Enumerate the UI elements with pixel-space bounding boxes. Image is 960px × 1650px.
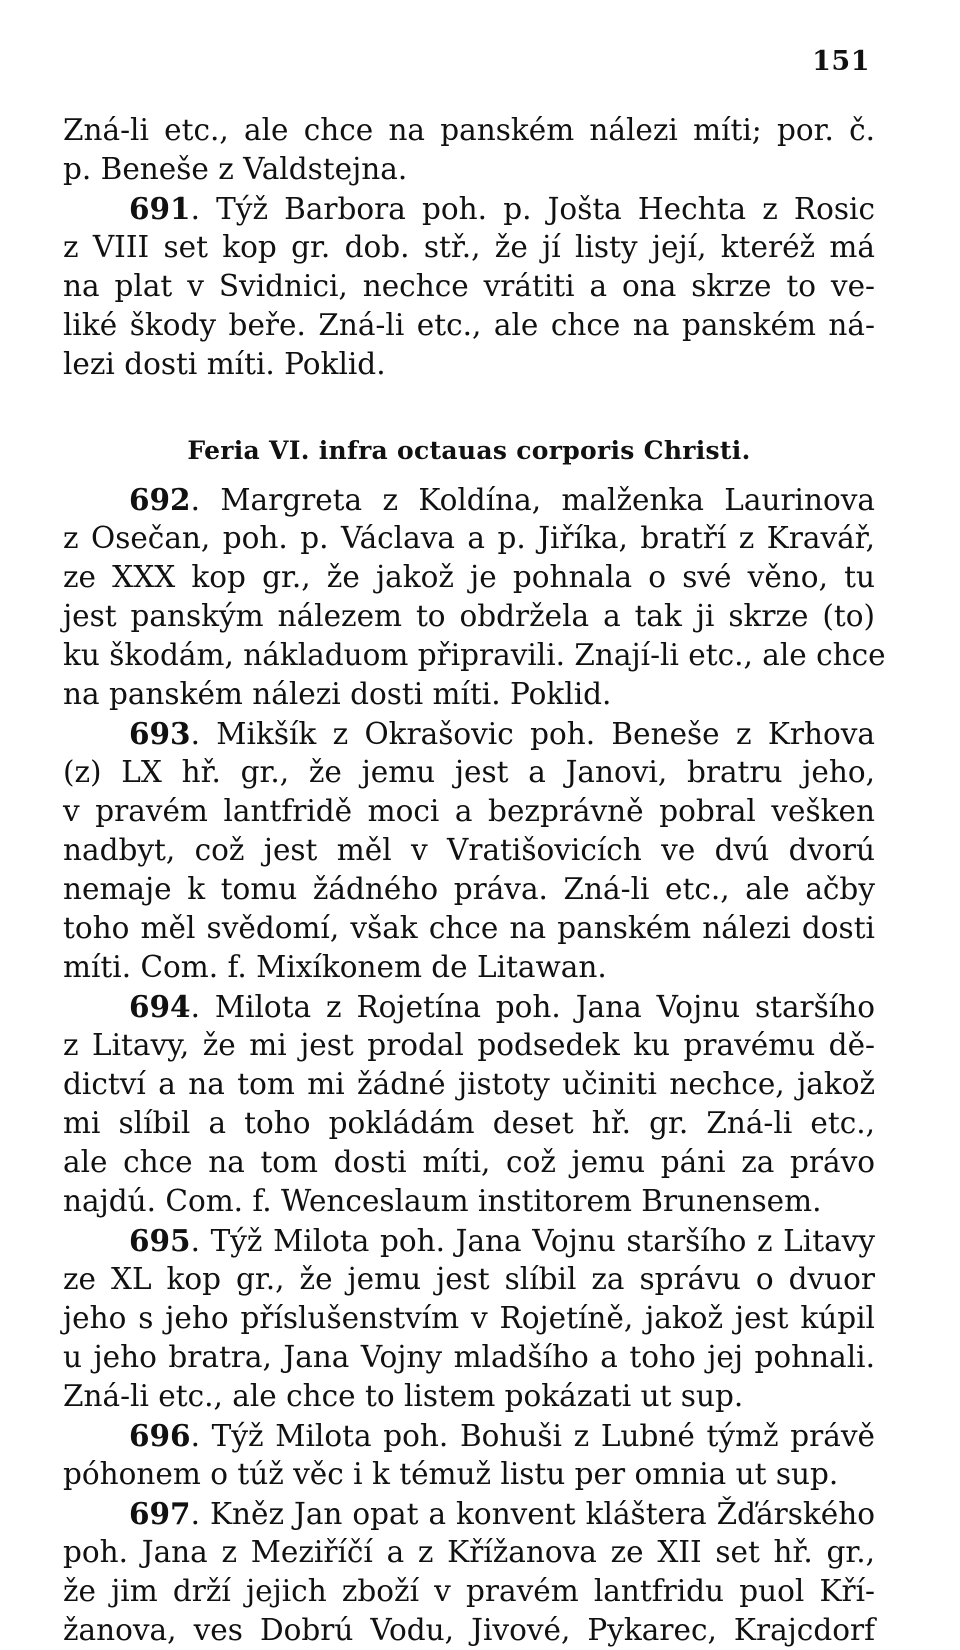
- text-line: jest panským nálezem to obdržela a tak ji skrze (to): [63, 599, 875, 633]
- text-line: [63, 1221, 875, 1260]
- text-line: ze XL kop gr., že jemu jest slíbil za správu o dvuor: [63, 1262, 875, 1296]
- text-line: toho měl svědomí, však chce na panském nálezi dosti: [63, 911, 875, 945]
- section-heading: Feria VI. infra octauas corporis Christi.: [187, 436, 751, 465]
- entry-693: [63, 714, 875, 987]
- text-line: na plat v Svidnici, nechce vrátiti a ona skrze to ve-: [63, 269, 875, 303]
- entry-697: [63, 1494, 875, 1650]
- page-number: 151: [812, 46, 870, 77]
- entry-number: 693: [129, 716, 191, 751]
- text-line: lezi dosti míti. Poklid.: [63, 347, 386, 381]
- entry-695: [63, 1221, 875, 1416]
- entry-number: 694: [129, 989, 191, 1024]
- entry-number: 696: [129, 1418, 191, 1453]
- entry-number: 697: [129, 1496, 191, 1531]
- text-line: žanova, ves Dobrú Vodu, Jivové, Pykarec, Krajcdorf: [63, 1613, 875, 1647]
- text-line: míti. Com. f. Mixíkonem de Litawan.: [63, 950, 607, 984]
- entry-691: [63, 189, 875, 384]
- entry-text: . Kněz Jan opat a konvent kláštera Žďárského: [190, 1497, 875, 1531]
- text-line: jeho s jeho příslušenstvím v Rojetíně, jakož jest kúpil: [63, 1301, 875, 1335]
- text-line: z VIII set kop gr. dob. stř., že jí listy její, kteréž má: [63, 230, 875, 264]
- text-line: póhonem o túž věc i k témuž listu per omnia ut sup.: [63, 1457, 839, 1491]
- text-line: [63, 480, 875, 519]
- text-line: mi slíbil a toho pokládám deset hř. gr. Zná-li etc.,: [63, 1106, 875, 1140]
- text-line: Zná-li etc., ale chce na panském nálezi míti; por. č.: [63, 113, 875, 147]
- text-line: u jeho bratra, Jana Vojny mladšího a toho jej pohnali.: [63, 1340, 875, 1374]
- entry-text: . Týž Milota poh. Jana Vojnu staršího z Litavy: [190, 1224, 875, 1258]
- entry-text: . Margreta z Koldína, malženka Laurinova: [190, 483, 875, 517]
- text-line: [63, 1416, 875, 1455]
- entry-text: . Týž Barbora poh. p. Jošta Hechta z Rosic: [190, 192, 875, 226]
- entry-number: 692: [129, 482, 191, 517]
- text-line: najdú. Com. f. Wenceslaum institorem Brunensem.: [63, 1184, 822, 1218]
- text-line: [63, 1494, 875, 1533]
- entry-692: [63, 480, 886, 714]
- entry-696: [63, 1416, 875, 1494]
- entry-text: . Mikšík z Okrašovic poh. Beneše z Krhova: [190, 717, 875, 751]
- text-line: dictví a na tom mi žádné jistoty učiniti nechce, jakož: [63, 1067, 875, 1101]
- text-line: nadbyt, což jest měl v Vratišovicích ve dvú dvorú: [63, 833, 875, 867]
- paragraph-intro: [63, 111, 875, 189]
- text-line: p. Beneše z Valdstejna.: [63, 152, 408, 186]
- text-line: liké škody beře. Zná-li etc., ale chce na panském ná-: [63, 308, 875, 342]
- entry-694: [63, 987, 875, 1221]
- page-text: [63, 111, 886, 1650]
- text-line: [63, 987, 875, 1026]
- entry-text: . Týž Milota poh. Bohuši z Lubné týmž právě: [190, 1419, 875, 1453]
- text-line: (z) LX hř. gr., že jemu jest a Janovi, bratru jeho,: [63, 755, 875, 789]
- text-line: že jim drží jejich zboží v pravém lantfridu puol Kří-: [63, 1574, 875, 1608]
- text-line: na panském nálezi dosti míti. Poklid.: [63, 677, 612, 711]
- text-line: ale chce na tom dosti míti, což jemu páni za právo: [63, 1145, 875, 1179]
- text-line: poh. Jana z Meziříčí a z Křížanova ze XII set hř. gr.,: [63, 1535, 875, 1569]
- entry-number: 695: [129, 1223, 191, 1258]
- text-line: [63, 189, 875, 228]
- text-line: v pravém lantfridě moci a bezprávně pobral vešken: [63, 794, 875, 828]
- entry-text: . Milota z Rojetína poh. Jana Vojnu staršího: [190, 990, 875, 1024]
- entry-number: 691: [129, 191, 191, 226]
- text-line: z Osečan, poh. p. Václava a p. Jiříka, bratří z Kravář,: [63, 521, 875, 555]
- text-line: ku škodám, nákladuom připravili. Znají-li etc., ale chce: [63, 638, 886, 672]
- text-line: nemaje k tomu žádného práva. Zná-li etc., ale ačby: [63, 872, 875, 906]
- text-line: Zná-li etc., ale chce to listem pokázati ut sup.: [63, 1379, 744, 1413]
- text-line: ze XXX kop gr., že jakož je pohnala o své věno, tu: [63, 560, 875, 594]
- text-line: z Litavy, že mi jest prodal podsedek ku pravému dě-: [63, 1028, 875, 1062]
- text-line: [63, 714, 875, 753]
